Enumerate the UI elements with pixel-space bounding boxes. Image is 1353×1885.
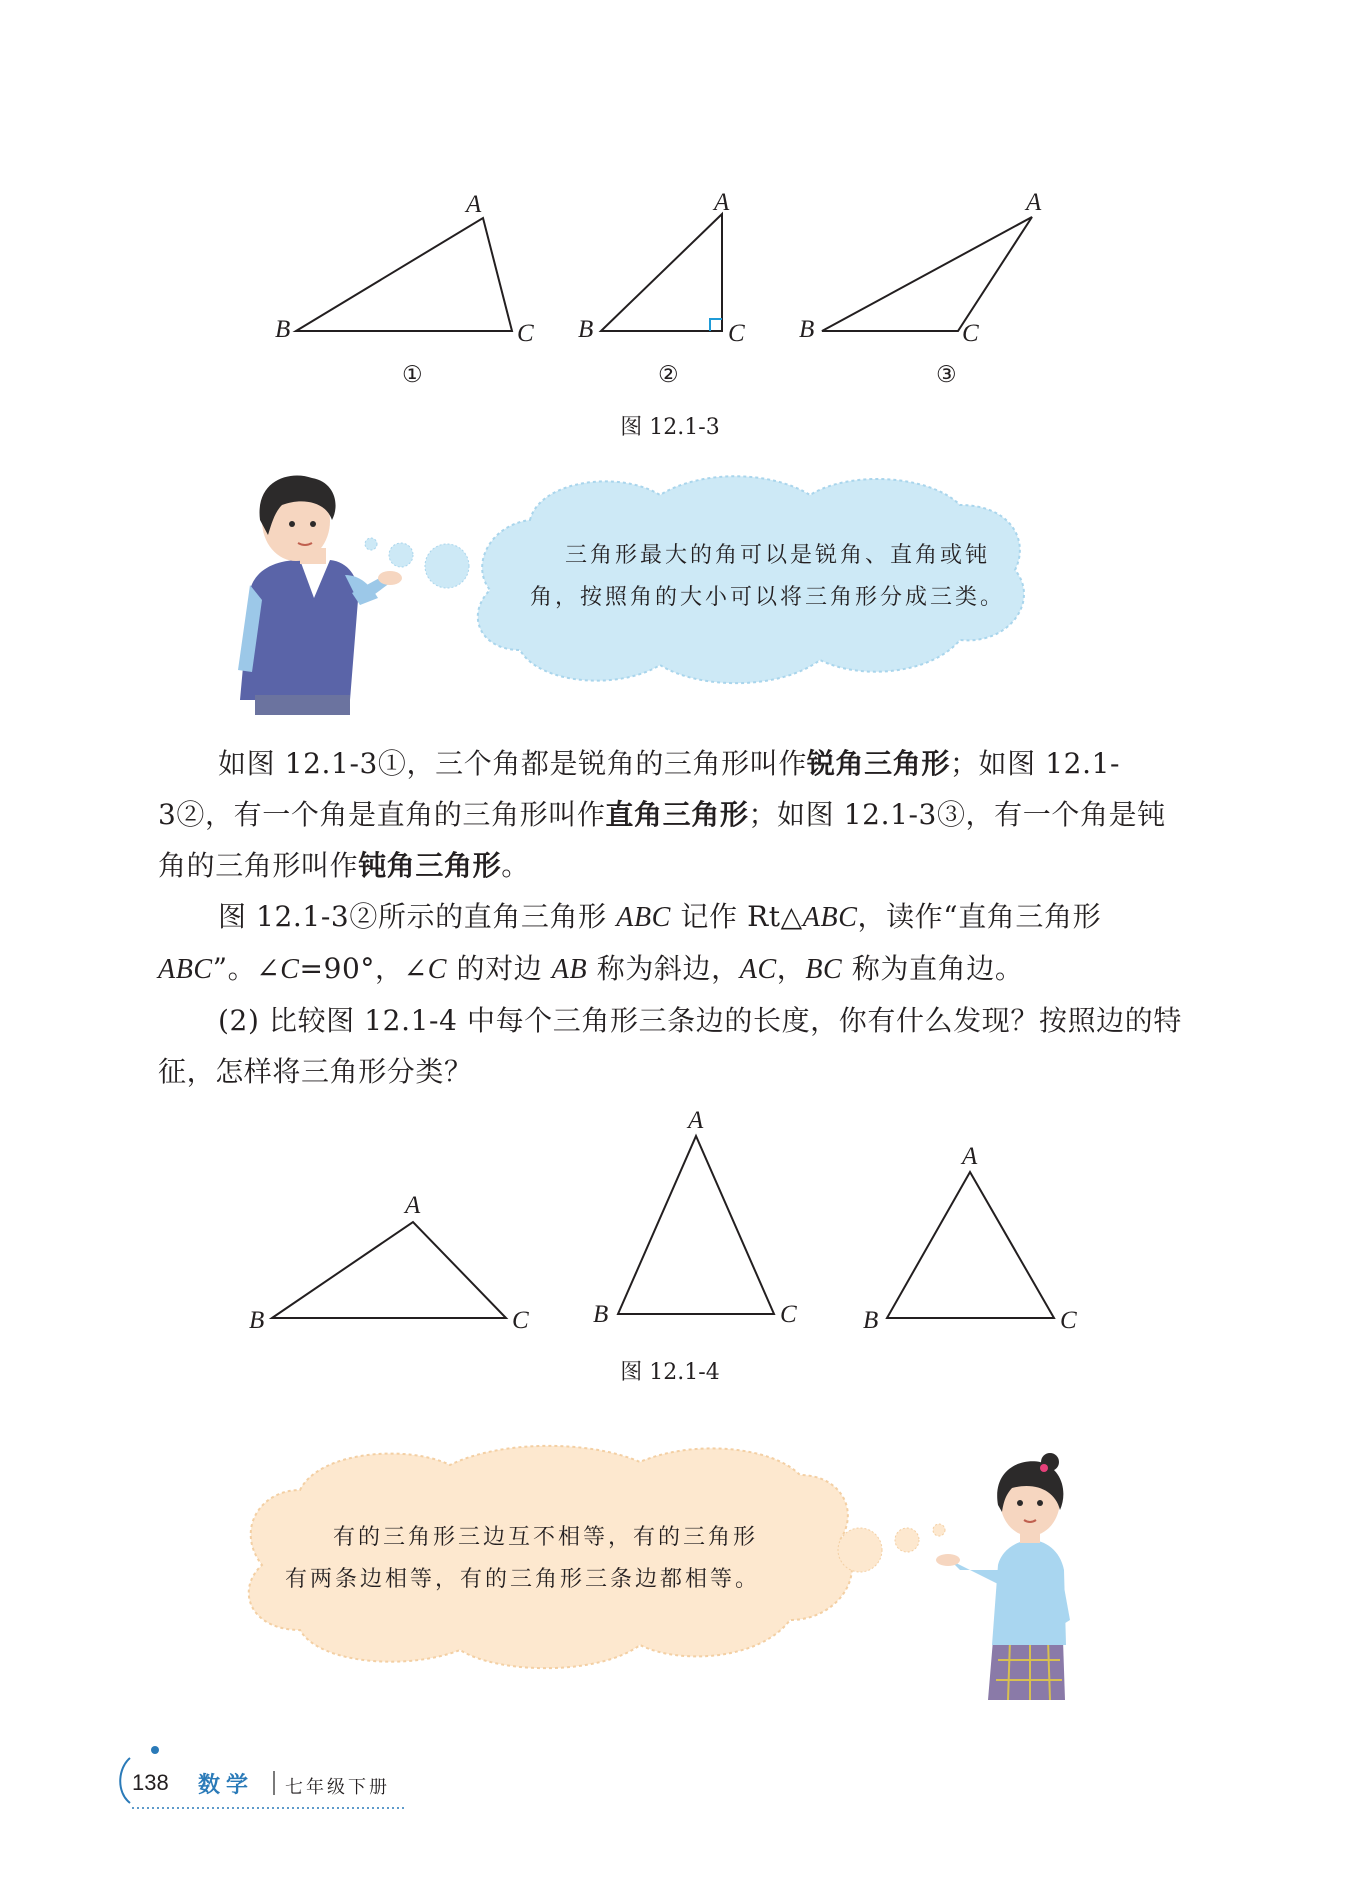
girl-speech-text — [285, 1517, 761, 1601]
right-angle-mark — [710, 319, 722, 331]
vertex-label-c: C — [780, 1301, 797, 1328]
vertex-label-c: C — [1060, 1307, 1077, 1334]
boy-speech-text — [530, 535, 1006, 619]
term-acute-triangle: 锐角三角形 — [806, 747, 950, 780]
equilateral-triangle — [887, 1172, 1054, 1318]
paragraph-2: 图 12.1-3②所示的直角三角形 ABC 记作 Rt△ABC，读作“直角三角形 ABC”。∠C=90°，∠C 的对边 AB 称为斜边，AC，BC 称为直角边。 — [158, 900, 1102, 985]
acute-triangle — [296, 218, 512, 331]
vertex-label-a: A — [714, 189, 730, 216]
vertex-label-b: B — [863, 1307, 879, 1334]
vertex-label-b: B — [275, 316, 291, 343]
figure-12-1-4 — [0, 1100, 1353, 1340]
vertex-label-c: C — [728, 320, 745, 347]
book-volume: 七年级下册 — [285, 1777, 390, 1798]
speech-line: 有两条边相等，有的三角形三条边都相等。 — [285, 1567, 761, 1592]
figure-caption: 图 12.1-3 — [620, 415, 720, 440]
figure-caption: 图 12.1-4 — [620, 1360, 720, 1385]
speech-line: 有的三角形三边互不相等，有的三角形 — [333, 1525, 759, 1550]
paragraph-1: 如图 12.1-3①，三个角都是锐角的三角形叫作锐角三角形；如图 12.1-3②，有一个角是直角的三角形叫作直角三角形；如图 12.1-3③，有一个角是钝角的三角形叫作钝角三角形。 — [158, 747, 1166, 882]
obtuse-triangle — [822, 217, 1032, 331]
triangle-number-3: ③ — [936, 362, 957, 388]
vertex-label-a: A — [405, 1192, 421, 1219]
figure-12-1-3 — [0, 0, 1353, 440]
triangle-number-1: ① — [402, 362, 423, 388]
footer-divider — [273, 1771, 275, 1795]
isosceles-triangle — [618, 1136, 774, 1314]
vertex-label-a: A — [466, 191, 482, 218]
paragraph-3: (2) 比较图 12.1-4 中每个三角形三条边的长度，你有什么发现？按照边的特征，怎样将三角形分类？ — [158, 1004, 1182, 1088]
vertex-label-a: A — [1026, 189, 1042, 216]
vertex-label-a: A — [962, 1143, 978, 1170]
vertex-label-b: B — [799, 316, 815, 343]
boy — [238, 475, 402, 715]
speech-line: 三角形最大的角可以是锐角、直角或钝 — [565, 543, 991, 568]
triangle-number-2: ② — [658, 362, 679, 388]
body-text — [158, 738, 1188, 1097]
vertex-label-b: B — [249, 1307, 265, 1334]
vertex-label-a: A — [688, 1107, 704, 1134]
vertex-label-c: C — [512, 1307, 529, 1334]
book-title: 数学 — [198, 1772, 255, 1798]
vertex-label-c: C — [962, 320, 979, 347]
term-obtuse-triangle: 钝角三角形 — [358, 849, 502, 882]
vertex-label-c: C — [517, 320, 534, 347]
term-right-triangle: 直角三角形 — [605, 798, 749, 831]
speech-line: 角，按照角的大小可以将三角形分成三类。 — [530, 585, 1006, 610]
girl — [936, 1453, 1070, 1700]
page-number: 138 — [132, 1770, 169, 1795]
scalene-triangle — [272, 1222, 506, 1318]
vertex-label-b: B — [578, 316, 594, 343]
vertex-label-b: B — [593, 1301, 609, 1328]
right-triangle — [601, 214, 722, 331]
